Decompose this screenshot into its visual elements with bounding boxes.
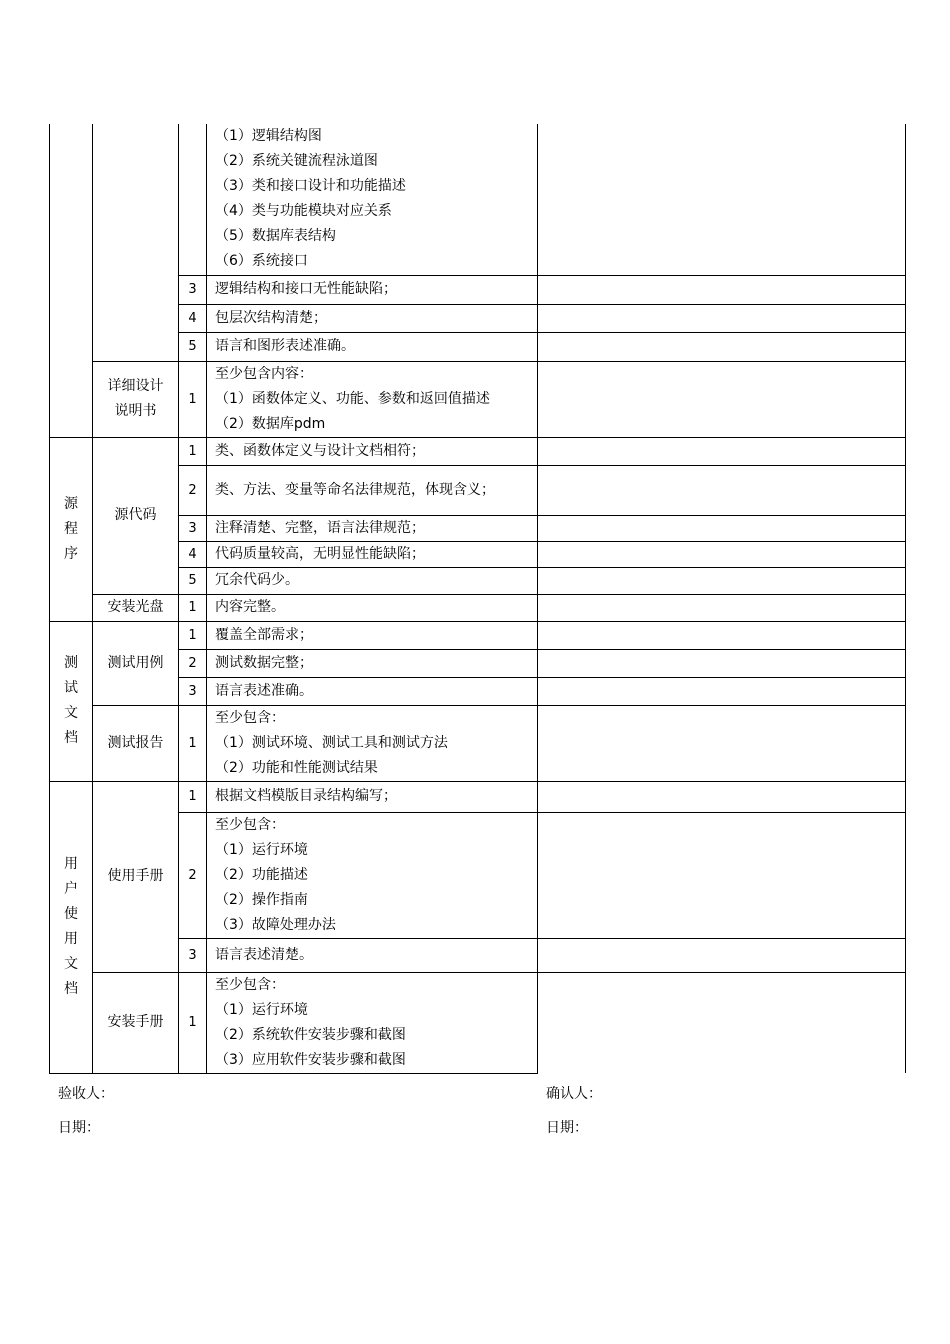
table-row [50, 275, 906, 304]
item-number: 1 [179, 621, 207, 649]
table-row [50, 972, 906, 1073]
requirement-cell: （1）逻辑结构图 （2）系统关键流程泳道图 （3）类和接口设计和功能描述 （4）类与功能模块对应关系 （5）数据库表结构 （6）系统接口 [207, 124, 538, 275]
requirement-cell: 至少包含内容： （1）函数体定义、功能、参数和返回值描述 （2）数据库pdm [207, 361, 538, 437]
item-number: 2 [179, 465, 207, 515]
remarks-cell [538, 361, 906, 437]
remarks-cell [538, 677, 906, 705]
category-cell: 源 程 序 [50, 437, 93, 621]
requirement-cell: 包层次结构清楚； [207, 304, 538, 332]
category-cell: 用 户 使 用 文 档 [50, 781, 93, 1073]
remarks-cell [538, 541, 906, 567]
table-row [50, 705, 906, 781]
acceptance-checklist-table [49, 124, 906, 1074]
document-cell: 安装手册 [93, 972, 179, 1073]
requirement-cell: 内容完整。 [207, 594, 538, 621]
item-number: 1 [179, 972, 207, 1073]
requirement-cell: 语言和图形表述准确。 [207, 332, 538, 361]
table-row [50, 621, 906, 649]
remarks-cell [538, 465, 906, 515]
remarks-cell [538, 938, 906, 972]
item-number: 1 [179, 705, 207, 781]
table-row [50, 594, 906, 621]
remarks-cell [538, 972, 906, 1073]
acceptor-label: 验收人： [58, 1086, 114, 1102]
document-cell: 使用手册 [93, 781, 179, 972]
remarks-cell [538, 275, 906, 304]
item-number: 2 [179, 649, 207, 677]
table-row [50, 781, 906, 812]
remarks-cell [538, 515, 906, 541]
remarks-cell [538, 437, 906, 465]
requirement-cell: 类、函数体定义与设计文档相符； [207, 437, 538, 465]
item-number: 3 [179, 677, 207, 705]
requirement-cell: 语言表述准确。 [207, 677, 538, 705]
requirement-cell: 冗余代码少。 [207, 567, 538, 594]
document-cell [93, 124, 179, 361]
remarks-cell [538, 304, 906, 332]
remarks-cell [538, 781, 906, 812]
remarks-cell [538, 567, 906, 594]
remarks-cell [538, 812, 906, 938]
table-row [50, 541, 906, 567]
requirement-cell: 注释清楚、完整，语言法律规范； [207, 515, 538, 541]
category-cell: 测 试 文 档 [50, 621, 93, 781]
date-label-left: 日期： [58, 1120, 100, 1136]
table-row [50, 515, 906, 541]
item-number: 3 [179, 275, 207, 304]
remarks-cell [538, 332, 906, 361]
item-number: 4 [179, 541, 207, 567]
requirement-cell: 代码质量较高，无明显性能缺陷； [207, 541, 538, 567]
date-label-right: 日期： [546, 1120, 588, 1136]
table-row [50, 677, 906, 705]
requirement-cell: 覆盖全部需求； [207, 621, 538, 649]
table-row [50, 812, 906, 938]
document-cell: 源代码 [93, 437, 179, 594]
requirement-cell: 类、方法、变量等命名法律规范，体现含义； [207, 465, 538, 515]
table-row [50, 938, 906, 972]
confirmer-label: 确认人： [546, 1086, 602, 1102]
requirement-cell: 测试数据完整； [207, 649, 538, 677]
table-row [50, 332, 906, 361]
table-row [50, 124, 906, 275]
table-row [50, 304, 906, 332]
category-cell [50, 124, 93, 437]
requirement-cell: 语言表述清楚。 [207, 938, 538, 972]
table-row [50, 465, 906, 515]
document-cell: 测试报告 [93, 705, 179, 781]
remarks-cell [538, 705, 906, 781]
item-number: 3 [179, 938, 207, 972]
item-number: 4 [179, 304, 207, 332]
item-number [179, 124, 207, 275]
remarks-cell [538, 124, 906, 275]
item-number: 1 [179, 361, 207, 437]
item-number: 1 [179, 781, 207, 812]
requirement-cell: 至少包含： （1）运行环境 （2）功能描述 （2）操作指南 （3）故障处理办法 [207, 812, 538, 938]
remarks-cell [538, 594, 906, 621]
table-row [50, 567, 906, 594]
table-row [50, 649, 906, 677]
table-row [50, 437, 906, 465]
requirement-cell: 至少包含： （1）运行环境 （2）系统软件安装步骤和截图 （3）应用软件安装步骤和截图 [207, 972, 538, 1073]
item-number: 5 [179, 567, 207, 594]
requirement-cell: 逻辑结构和接口无性能缺陷； [207, 275, 538, 304]
document-cell: 详细设计 说明书 [93, 361, 179, 437]
table-row [50, 361, 906, 437]
item-number: 1 [179, 594, 207, 621]
item-number: 5 [179, 332, 207, 361]
document-cell: 测试用例 [93, 621, 179, 705]
remarks-cell [538, 649, 906, 677]
requirement-cell: 根据文档模版目录结构编写； [207, 781, 538, 812]
item-number: 3 [179, 515, 207, 541]
item-number: 1 [179, 437, 207, 465]
document-cell: 安装光盘 [93, 594, 179, 621]
item-number: 2 [179, 812, 207, 938]
requirement-cell: 至少包含： （1）测试环境、测试工具和测试方法 （2）功能和性能测试结果 [207, 705, 538, 781]
remarks-cell [538, 621, 906, 649]
